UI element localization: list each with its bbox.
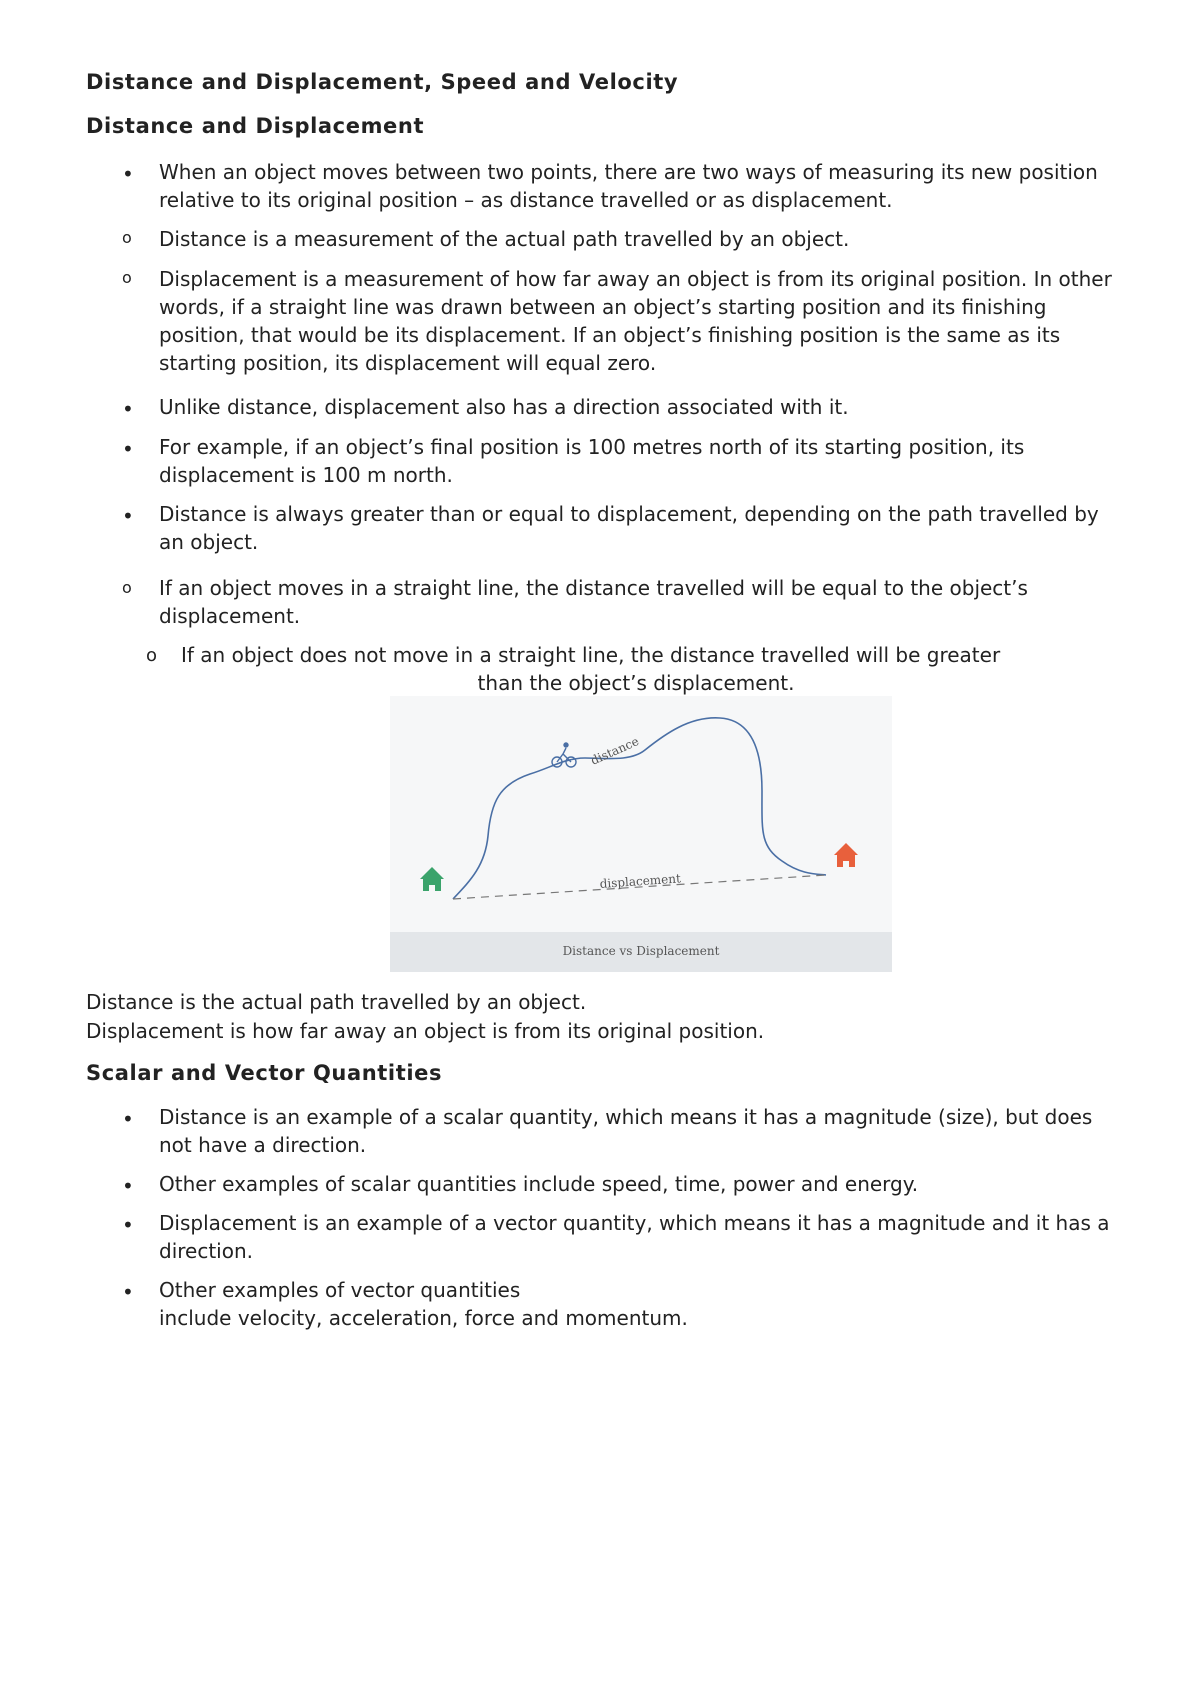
sub-bullet-marker: o: [122, 268, 132, 287]
list-item: Displacement is a measurement of how far away an object is from its original position. In other words, if a straight line was drawn between an object’s starting position and its finishing position, that would be its displacement. If an object’s finishing position is the same as its starting position, its displacement will equal zero.: [159, 267, 1112, 375]
bullet-marker: •: [122, 1280, 134, 1304]
summary-line: Displacement is how far away an object is from its original position.: [86, 1019, 765, 1043]
sub-sub-bullet-marker: o: [146, 645, 158, 666]
section-heading-distance-displacement: Distance and Displacement: [86, 114, 425, 138]
distance-label: distance: [588, 734, 642, 768]
start-house-icon: [420, 867, 444, 891]
list-item-line: include velocity, acceleration, force and momentum.: [159, 1306, 688, 1330]
bullet-marker: •: [122, 504, 134, 528]
list-item-line: If an object does not move in a straight line, the distance travelled will be greater: [181, 643, 1001, 667]
bullet-marker: •: [122, 162, 134, 186]
bullet-marker: •: [122, 397, 134, 421]
list-item: Displacement is an example of a vector quantity, which means it has a magnitude and it has a direction.: [159, 1211, 1110, 1263]
list-item-line: than the object’s displacement.: [477, 671, 795, 695]
sub-bullet-marker: o: [122, 578, 132, 597]
list-item: Other examples of scalar quantities include speed, time, power and energy.: [159, 1172, 919, 1196]
end-house-icon: [834, 843, 858, 867]
figure-caption: Distance vs Displacement: [562, 944, 720, 958]
list-item: Distance is a measurement of the actual path travelled by an object.: [159, 227, 850, 251]
list-item: Distance is always greater than or equal to displacement, depending on the path travelled by an object.: [159, 502, 1099, 554]
summary-line: Distance is the actual path travelled by an object.: [86, 990, 587, 1014]
document-title: Distance and Displacement, Speed and Velocity: [86, 70, 679, 94]
bullet-marker: •: [122, 1213, 134, 1237]
list-item: When an object moves between two points, there are two ways of measuring its new position relative to its original position – as distance travelled or as displacement.: [159, 160, 1098, 212]
figure-illustration: [390, 696, 892, 932]
sub-bullet-marker: o: [122, 228, 132, 247]
list-item: For example, if an object’s final position is 100 metres north of its starting position, its displacement is 100 m north.: [159, 435, 1025, 487]
displacement-label: displacement: [599, 871, 682, 891]
distance-vs-displacement-figure: [390, 696, 892, 972]
bullet-marker: •: [122, 1107, 134, 1131]
section-heading-scalar-vector: Scalar and Vector Quantities: [86, 1061, 443, 1085]
list-item: Unlike distance, displacement also has a direction associated with it.: [159, 395, 849, 419]
bullet-marker: •: [122, 437, 134, 461]
cyclist-icon: [552, 743, 576, 767]
list-item: If an object moves in a straight line, the distance travelled will be equal to the object’s displacement.: [159, 576, 1028, 628]
list-item-line: Other examples of vector quantities: [159, 1278, 521, 1302]
bullet-marker: •: [122, 1174, 134, 1198]
list-item: Distance is an example of a scalar quantity, which means it has a magnitude (size), but does not have a direction.: [159, 1105, 1093, 1157]
